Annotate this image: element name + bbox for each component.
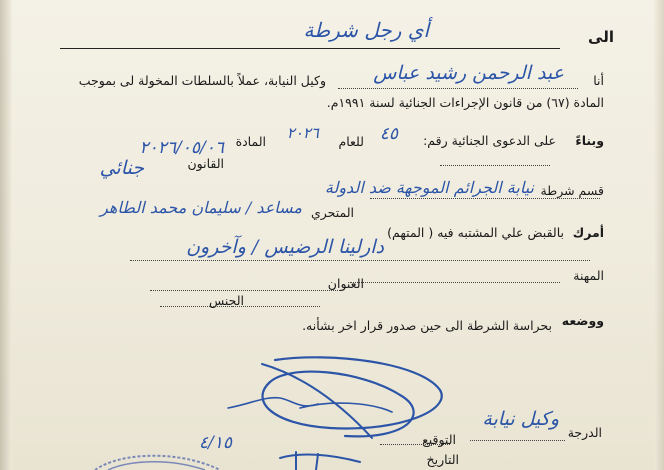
i-label: أنا <box>593 73 604 88</box>
date-label: التاريخ <box>426 452 459 467</box>
profession-label: المهنة <box>573 268 604 283</box>
station-value: نيابة الجرائم الموجهة ضد الدولة <box>324 178 534 197</box>
signature-label: التوقيع <box>422 432 456 447</box>
rank-value: وكيل نيابة <box>482 408 559 430</box>
footer-date: ٤/١٥ <box>198 433 232 453</box>
to-label: الى <box>588 28 614 46</box>
to-value: أي رجل شرطة <box>303 18 429 42</box>
case-date: ٢٠٢٦/٠٥/٠٦ <box>139 138 224 158</box>
investigator-label: المتحري <box>310 205 354 220</box>
nationality-label: الجنس <box>208 293 244 308</box>
order-label: أمرك <box>572 225 604 240</box>
law-label: القانون <box>187 156 224 171</box>
order-text: بالقبض علي المشتبه فيه ( المتهم) <box>387 225 564 240</box>
investigator-value: مساعد / سليمان محمد الطاهر <box>100 198 302 217</box>
article-label: المادة <box>235 134 266 149</box>
case-number: ٤٥ <box>379 124 398 144</box>
based-label: وبناءً <box>575 133 604 148</box>
rank-label: الدرجة <box>567 425 602 440</box>
suspect-value: دارلينا الرضيس / وآخرون <box>186 236 384 258</box>
based-text: على الدعوى الجنائية رقم: <box>423 133 556 148</box>
station-label: قسم شرطة <box>540 183 604 198</box>
year-label: للعام <box>338 134 364 149</box>
placement-text: بحراسة الشرطة الى حين صدور قرار اخر بشأنه. <box>302 318 552 333</box>
placement-label: ووضعه <box>561 313 604 328</box>
law-value: جنائي <box>99 157 144 179</box>
prosecutor-name: عبد الرحمن رشيد عباس <box>373 62 564 84</box>
role-text: وكيل النيابة، عملاً بالسلطات المخولة لى بموجب <box>78 73 326 88</box>
year-value: ٢٠٢٦ <box>286 124 319 142</box>
law-text: المادة (٦٧) من قانون الإجراءات الجنائية لسنة ١٩٩١م. <box>326 95 604 110</box>
address-label: العنوان <box>327 276 364 291</box>
